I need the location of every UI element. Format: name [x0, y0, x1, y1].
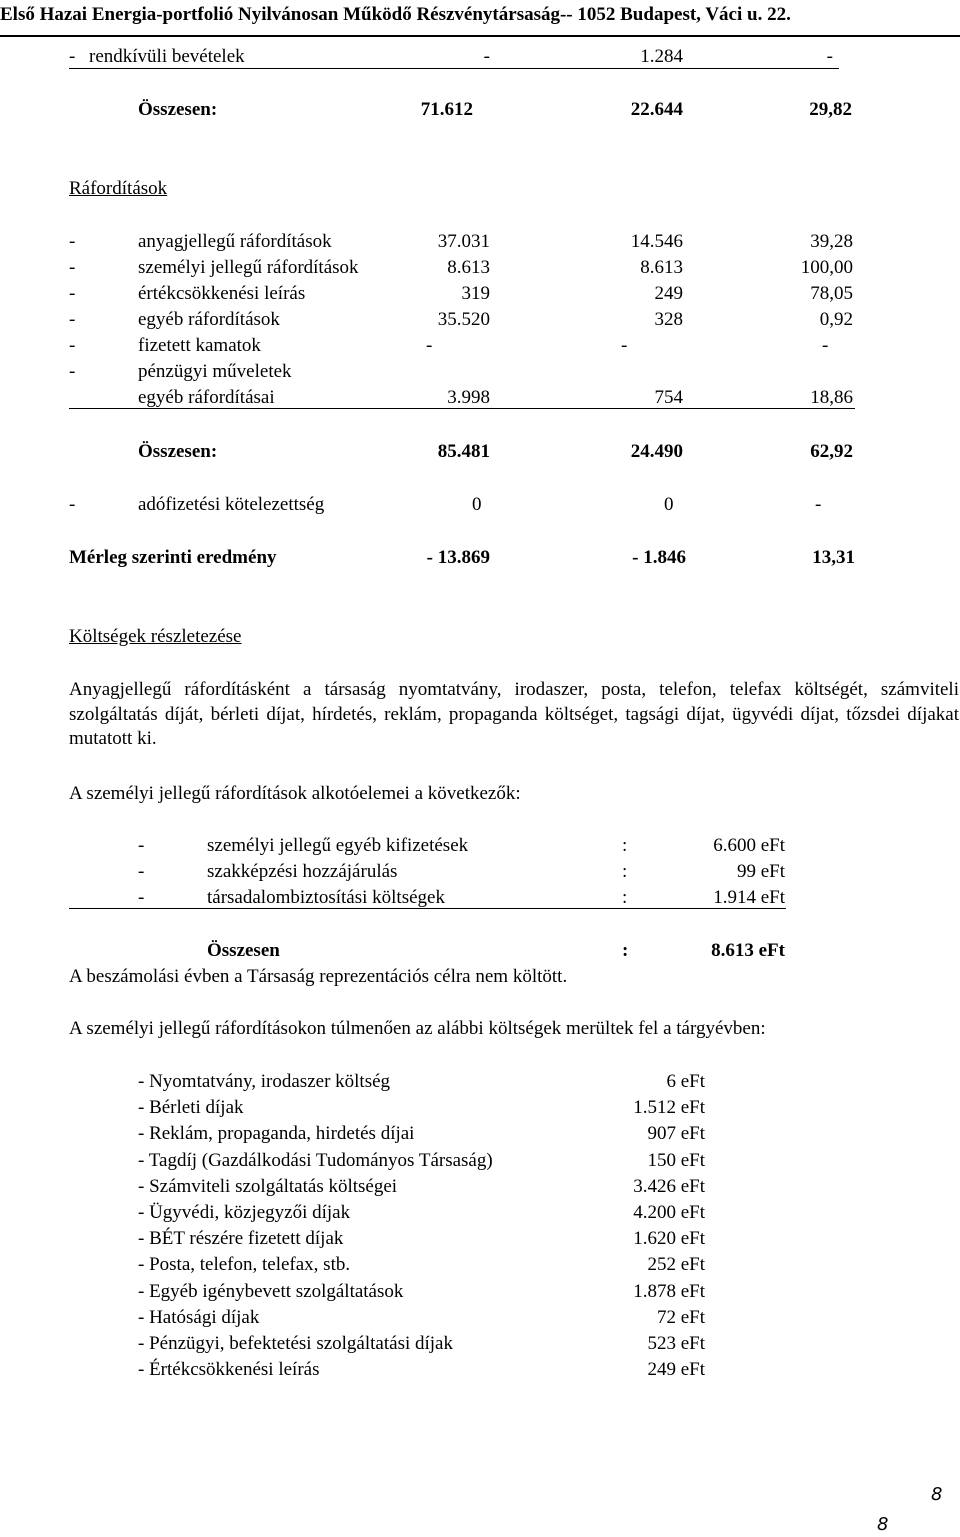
row-value-2: 328	[654, 309, 683, 330]
row-value: 4.200 eFt	[633, 1202, 705, 1223]
row-label-line1: pénzügyi műveletek	[138, 361, 292, 382]
row-value-3: 78,05	[810, 283, 853, 304]
row-label: szakképzési hozzájárulás	[207, 861, 398, 882]
row-value: 6 eFt	[666, 1071, 705, 1092]
row-value: 150 eFt	[647, 1150, 705, 1171]
row-value-1: 3.998	[447, 387, 490, 408]
row-label: társadalombiztosítási költségek	[207, 887, 445, 908]
row-label: adófizetési kötelezettség	[138, 494, 325, 515]
row-value-2: 754	[654, 387, 683, 408]
row-dash: -	[69, 309, 76, 330]
row-value: 249 eFt	[647, 1359, 705, 1380]
row-value-1: 8.613	[447, 257, 490, 278]
row-label: - Reklám, propaganda, hirdetés díjai	[138, 1123, 415, 1144]
row-dash: -	[69, 231, 76, 252]
page-header-title: Első Hazai Energia-portfolió Nyilvánosan Működő Részvénytársaság-- 1052 Budapest, Váci u. 22.	[0, 4, 791, 25]
row-dash: -	[138, 861, 145, 882]
row-label: személyi jellegű ráfordítások	[138, 257, 359, 278]
row-label-line2: egyéb ráfordításai	[138, 387, 275, 408]
row-underline	[69, 68, 839, 69]
costs-heading: Költségek részletezése	[69, 626, 242, 647]
total-label: Összesen:	[138, 441, 218, 462]
row-dash: -	[69, 283, 76, 304]
row-value: 1.512 eFt	[633, 1097, 705, 1118]
row-label: - Nyomtatvány, irodaszer költség	[138, 1071, 391, 1092]
row-label: - Egyéb igénybevett szolgáltatások	[138, 1281, 404, 1302]
row-value-2: 0	[664, 494, 674, 515]
row-value-3: -	[822, 335, 829, 356]
row-value-1: 37.031	[437, 231, 490, 252]
row-value-2: 8.613	[640, 257, 683, 278]
header-rule	[0, 35, 960, 37]
row-label: anyagjellegű ráfordítások	[138, 231, 332, 252]
row-value-3: 39,28	[810, 231, 853, 252]
total-label: Összesen:	[138, 99, 218, 120]
row-value: 99 eFt	[736, 861, 785, 882]
row-value-3: -	[815, 494, 822, 515]
row-label: személyi jellegű egyéb kifizetések	[207, 835, 469, 856]
row-colon: :	[622, 835, 628, 856]
row-value: 907 eFt	[647, 1123, 705, 1144]
row-value: 1.620 eFt	[633, 1228, 705, 1249]
row-value-1: 319	[461, 283, 490, 304]
row-value-2: 14.546	[630, 231, 683, 252]
row-value: 3.426 eFt	[633, 1176, 705, 1197]
row-label: rendkívüli bevételek	[89, 46, 245, 67]
page-number-bottom: 8	[877, 1514, 889, 1535]
row-dash: -	[69, 361, 76, 382]
row-dash: -	[69, 46, 76, 67]
row-dash: -	[69, 257, 76, 278]
row-label: - BÉT részére fizetett díjak	[138, 1228, 344, 1249]
row-value: 1.914 eFt	[713, 887, 785, 908]
total-value: 8.613 eFt	[711, 940, 785, 961]
total-label: Összesen	[207, 940, 280, 961]
row-value-3: 18,86	[810, 387, 853, 408]
row-value: 252 eFt	[647, 1254, 705, 1275]
total-value-2: 22.644	[630, 99, 683, 120]
other-costs-intro: A személyi jellegű ráfordításokon túlmenően az alábbi költségek merültek fel a tárgyévben:	[69, 1018, 766, 1039]
row-value: 1.878 eFt	[633, 1281, 705, 1302]
row-dash: -	[69, 335, 76, 356]
row-label: - Pénzügyi, befektetési szolgáltatási díjak	[138, 1333, 453, 1354]
result-value-3: 13,31	[812, 547, 855, 568]
row-label: - Számviteli szolgáltatás költségei	[138, 1176, 398, 1197]
row-value: 72 eFt	[656, 1307, 705, 1328]
row-dash: -	[138, 835, 145, 856]
total-value-2: 24.490	[630, 441, 683, 462]
result-label: Mérleg szerinti eredmény	[69, 547, 277, 568]
total-value-3: 29,82	[809, 99, 852, 120]
row-value-1: -	[483, 46, 490, 67]
row-label: fizetett kamatok	[138, 335, 261, 356]
row-value-1: 0	[472, 494, 482, 515]
row-label: - Értékcsökkenési leírás	[138, 1359, 320, 1380]
row-dash: -	[138, 887, 145, 908]
row-label: - Ügyvédi, közjegyzői díjak	[138, 1202, 351, 1223]
row-colon: :	[622, 861, 628, 882]
row-value-1: 35.520	[437, 309, 490, 330]
result-value-2: - 1.846	[632, 547, 686, 568]
personnel-intro: A személyi jellegű ráfordítások alkotóelemei a következők:	[69, 783, 521, 804]
row-underline	[69, 408, 855, 409]
row-value-2: 249	[654, 283, 683, 304]
row-value-3: -	[826, 46, 833, 67]
row-colon: :	[622, 887, 628, 908]
row-value-2: 1.284	[640, 46, 683, 67]
row-label: egyéb ráfordítások	[138, 309, 280, 330]
row-value-3: 0,92	[819, 309, 853, 330]
total-value-1: 71.612	[420, 99, 473, 120]
row-underline	[69, 908, 786, 909]
row-value-3: 100,00	[800, 257, 853, 278]
total-value-1: 85.481	[437, 441, 490, 462]
costs-paragraph: Anyagjellegű ráfordításként a társaság nyomtatvány, irodaszer, posta, telefon, telefax költségét, számviteli szolgáltatás díját, bérleti díjat, hírdetés, reklám, propaganda költséget, tagsági díjat, ügyvédi díjat, tőzsdei díjakat mutatott ki.	[69, 679, 959, 749]
page-number-top: 8	[931, 1484, 943, 1505]
row-label: értékcsökkenési leírás	[138, 283, 306, 304]
row-value: 523 eFt	[647, 1333, 705, 1354]
row-label: - Tagdíj (Gazdálkodási Tudományos Társaság)	[138, 1150, 493, 1171]
row-label: - Hatósági díjak	[138, 1307, 260, 1328]
row-dash: -	[69, 494, 76, 515]
result-value-1: - 13.869	[426, 547, 490, 568]
row-value-1: -	[426, 335, 433, 356]
row-label: - Bérleti díjak	[138, 1097, 244, 1118]
row-value-2: -	[621, 335, 628, 356]
expenses-heading: Ráfordítások	[69, 178, 168, 199]
row-label: - Posta, telefon, telefax, stb.	[138, 1254, 351, 1275]
representation-note: A beszámolási évben a Társaság reprezentációs célra nem költött.	[69, 966, 568, 987]
total-value-3: 62,92	[810, 441, 853, 462]
total-colon: :	[622, 940, 629, 961]
row-value: 6.600 eFt	[713, 835, 785, 856]
